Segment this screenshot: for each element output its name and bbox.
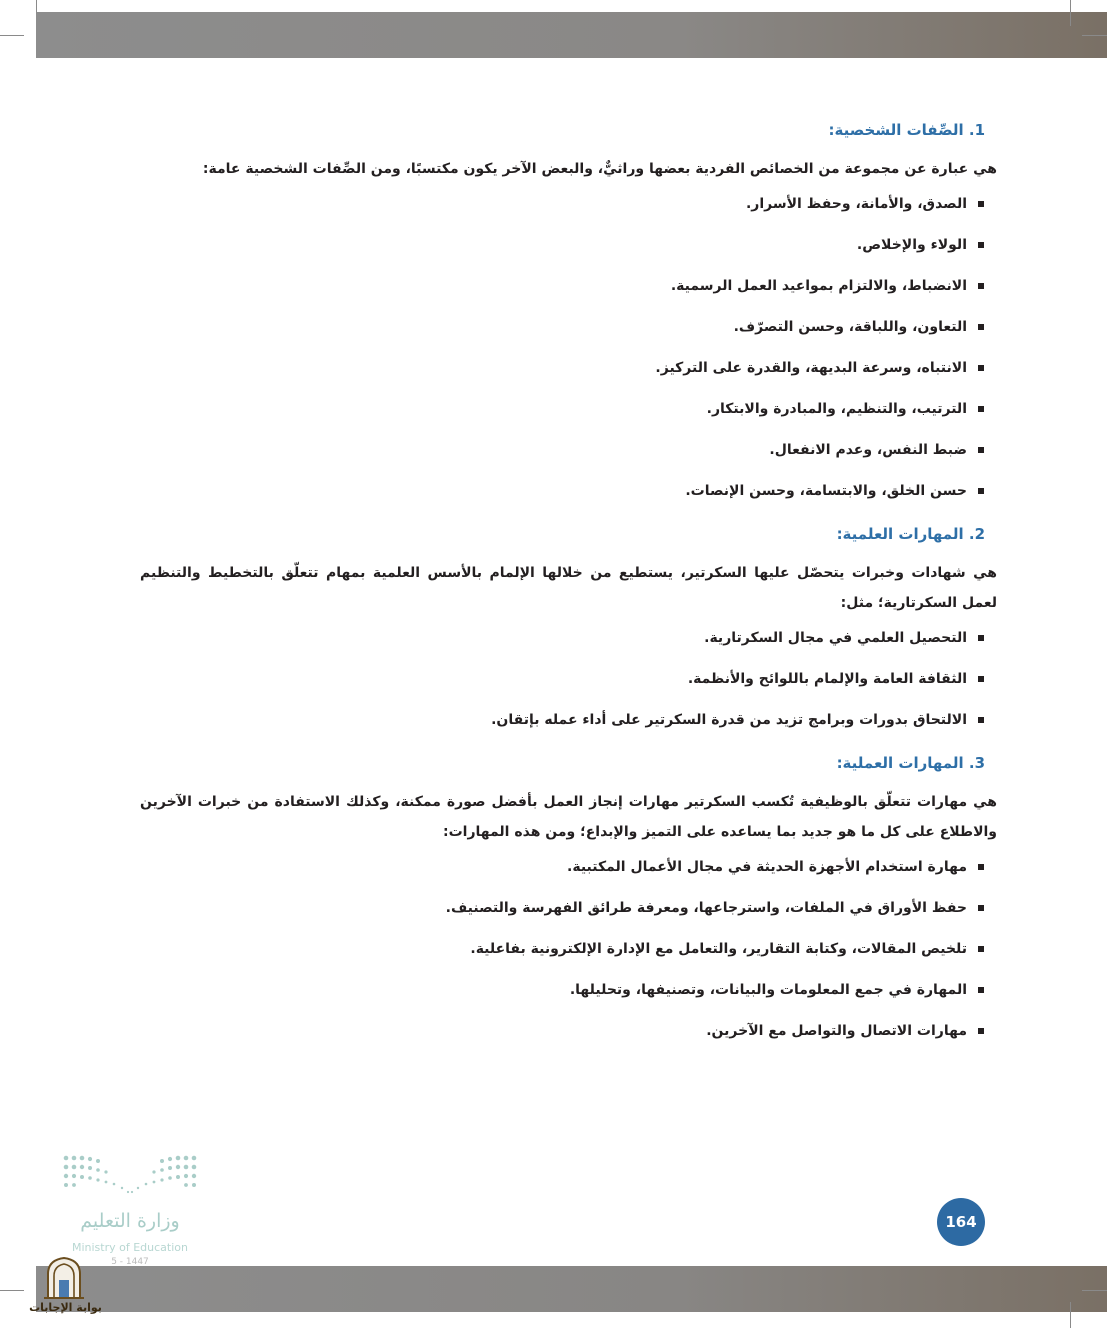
list-item: الانتباه، وسرعة البديهة، والقدرة على التركيز. (140, 348, 967, 389)
bullet-square-icon (978, 201, 984, 207)
section-title: 3. المهارات العملية: (836, 754, 985, 772)
list-item: ضبط النفس، وعدم الانفعال. (140, 430, 967, 471)
portal-label: بوابة الإجابات (29, 1301, 102, 1314)
bullet-square-icon (978, 864, 984, 870)
bullet-square-icon (978, 676, 984, 682)
bullet-square-icon (978, 987, 984, 993)
footer-band (36, 1266, 1107, 1312)
list-item: الانضباط، والالتزام بمواعيد العمل الرسمية. (140, 266, 967, 307)
crop-mark (1082, 1290, 1107, 1291)
list-item: حفظ الأوراق في الملفات، واسترجاعها، ومعرفة طرائق الفهرسة والتصنيف. (140, 888, 967, 929)
crop-mark (1070, 0, 1071, 26)
page-number-badge: 164 (937, 1198, 985, 1246)
list-item: مهارات الاتصال والتواصل مع الآخرين. (140, 1011, 967, 1052)
list-item: الصدق، والأمانة، وحفظ الأسرار. (140, 184, 967, 225)
bullet-square-icon (978, 447, 984, 453)
ministry-name-arabic: وزارة التعليم (80, 1210, 180, 1232)
ministry-name-english: Ministry of Education (71, 1241, 188, 1254)
crop-mark (36, 0, 37, 14)
bullet-list (140, 847, 997, 1052)
header-band (36, 12, 1107, 58)
section-title: 1. الصِّفات الشخصية: (828, 121, 985, 139)
section-intro: هي مهارات تتعلّق بالوظيفية تُكسب السكرتير مهارات إنجاز العمل بأفضل صورة ممكنة، وكذلك الاستفادة من خبرات الآخرين والاطلاع على كل ما هو جديد بما يساعده على التميز والإبداع؛ ومن هذه المهارات: (140, 794, 997, 840)
list-item: المهارة في جمع المعلومات والبيانات، وتصنيفها، وتحليلها. (140, 970, 967, 1011)
bullet-square-icon (978, 946, 984, 952)
bullet-square-icon (978, 488, 984, 494)
bullet-square-icon (978, 905, 984, 911)
bullet-list (140, 184, 997, 512)
crop-mark (1082, 35, 1107, 36)
crop-mark (1070, 1302, 1071, 1328)
list-item: الولاء والإخلاص. (140, 225, 967, 266)
bullet-square-icon (978, 283, 984, 289)
section-intro: هي عبارة عن مجموعة من الخصائص الفردية بعضها وراثيٌّ، والبعض الآخر يكون مكتسبًا، ومن الصِّفات الشخصية عامة: (202, 161, 997, 177)
page-content (140, 118, 997, 1052)
bullet-list (140, 618, 997, 741)
ministry-year: 5 - 1447 (111, 1257, 149, 1267)
bullet-square-icon (978, 717, 984, 723)
list-item: الالتحاق بدورات وبرامج تزيد من قدرة السكرتير على أداء عمله بإتقان. (140, 700, 967, 741)
bullet-square-icon (978, 324, 984, 330)
bullet-square-icon (978, 1028, 984, 1034)
bullet-square-icon (978, 365, 984, 371)
list-item: مهارة استخدام الأجهزة الحديثة في مجال الأعمال المكتبية. (140, 847, 967, 888)
list-item: حسن الخلق، والابتسامة، وحسن الإنصات. (140, 471, 967, 512)
bullet-square-icon (978, 242, 984, 248)
ministry-logo-icon (60, 1150, 200, 1210)
crop-mark (0, 35, 24, 36)
list-item: الترتيب، والتنظيم، والمبادرة والابتكار. (140, 389, 967, 430)
portal-logo-icon (40, 1256, 88, 1300)
crop-mark (0, 1290, 24, 1291)
bullet-square-icon (978, 635, 984, 641)
list-item: التعاون، واللباقة، وحسن التصرّف. (140, 307, 967, 348)
bullet-square-icon (978, 406, 984, 412)
list-item: تلخيص المقالات، وكتابة التقارير، والتعامل مع الإدارة الإلكترونية بفاعلية. (140, 929, 967, 970)
list-item: التحصيل العلمي في مجال السكرتارية. (140, 618, 967, 659)
list-item: الثقافة العامة والإلمام باللوائح والأنظمة. (140, 659, 967, 700)
section-intro: هي شهادات وخبرات يتحصّل عليها السكرتير، يستطيع من خلالها الإلمام بالأسس العلمية بمهام تتعلّق بالتخطيط والتنظيم لعمل السكرتارية؛ مثل: (140, 565, 997, 611)
section-title: 2. المهارات العلمية: (836, 525, 985, 543)
